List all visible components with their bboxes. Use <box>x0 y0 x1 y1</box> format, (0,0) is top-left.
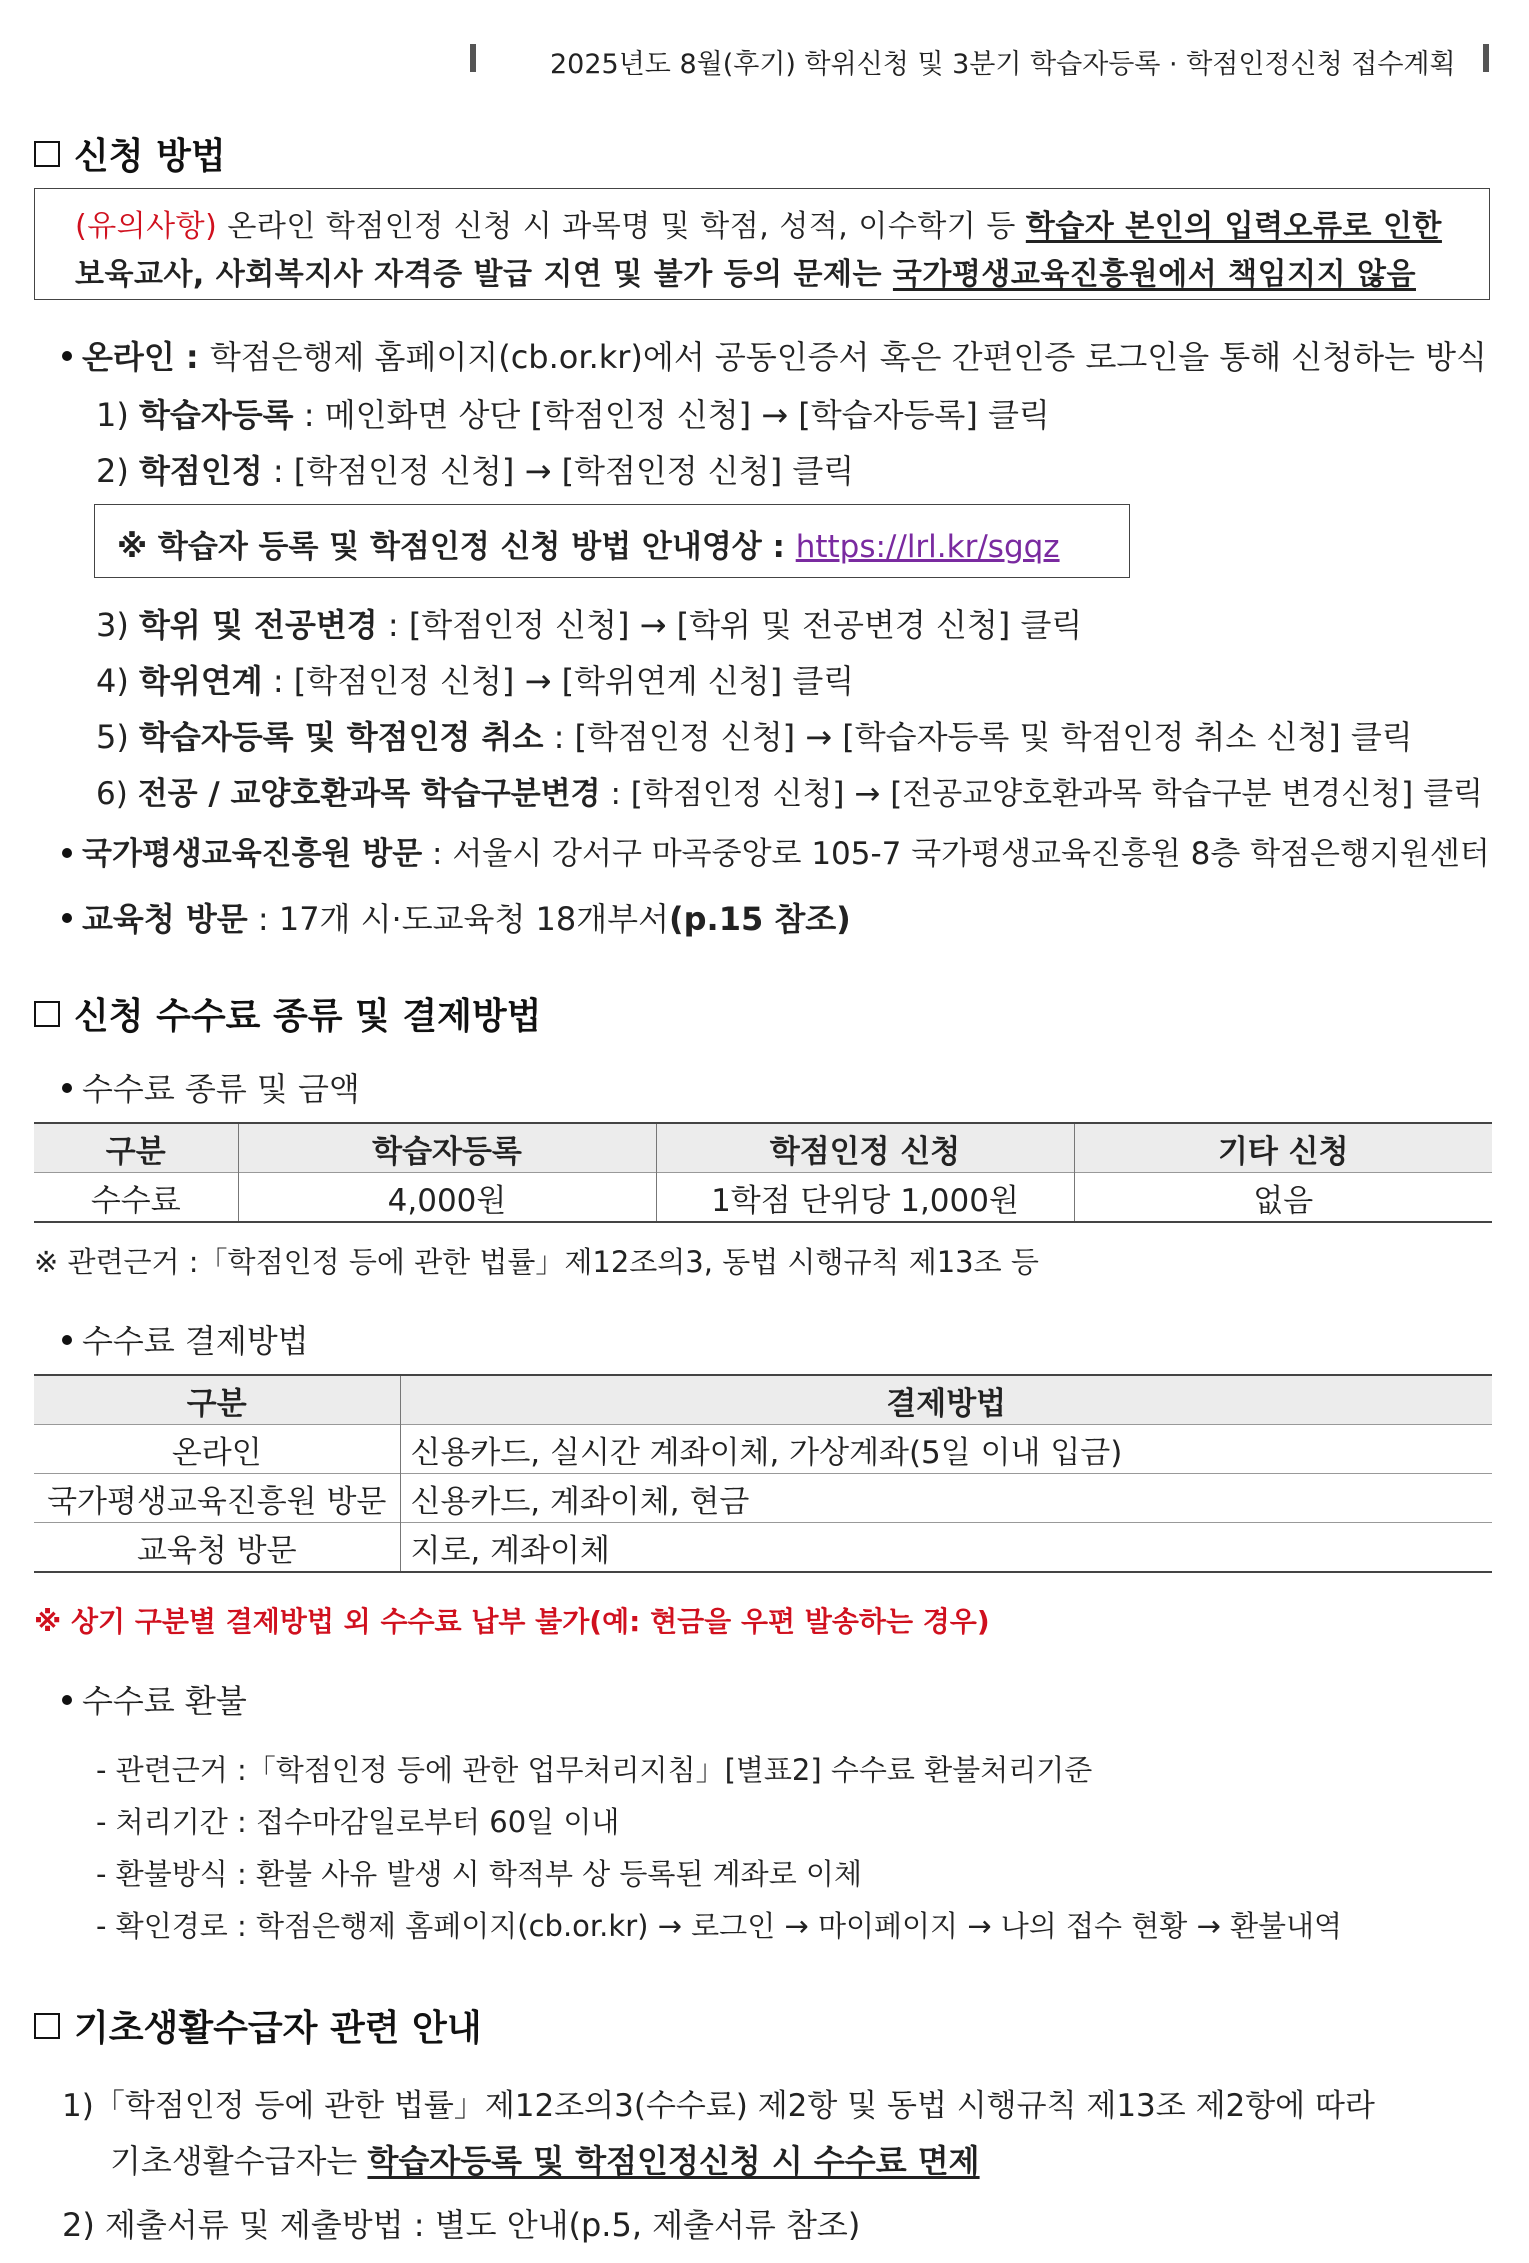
item-num: 3) <box>96 606 129 644</box>
visit-edu-ref: (p.15 참조) <box>669 900 851 938</box>
section-heading-recipient <box>34 2000 482 2051</box>
online-item-5 <box>96 712 1413 758</box>
section-heading-fee <box>34 988 541 1039</box>
table-cell: 4,000원 <box>238 1173 656 1223</box>
section-heading-text: 신청 방법 <box>74 136 226 177</box>
table-header-cell: 결제방법 <box>400 1375 1492 1425</box>
notice-tag: (유의사항) <box>75 209 218 244</box>
notice-emphasis-1: 학습자 본인의 입력오류로 인한 <box>1025 209 1442 244</box>
refund-item-4: - 확인경로 : 학점은행제 홈페이지(cb.or.kr) → 로그인 → 마이페이지 → 나의 접수 현황 → 환불내역 <box>96 1909 1343 1943</box>
item-num: 6) <box>96 776 128 812</box>
section-heading-method <box>34 128 226 179</box>
table-cell: 1학점 단위당 1,000원 <box>656 1173 1074 1223</box>
online-item-2 <box>96 446 854 492</box>
header-bar-left <box>470 44 476 72</box>
visit-nile-desc: : 서울시 강서구 마곡중앙로 105-7 국가평생교육진흥원 8층 학점은행지원센터 <box>422 836 1490 872</box>
recipient-item-2: 2) 제출서류 및 제출방법 : 별도 안내(p.5, 제출서류 참조) <box>62 2206 861 2244</box>
bullet-dot-icon <box>62 1083 72 1093</box>
item-desc: : 메인화면 상단 [학점인정 신청] → [학습자등록] 클릭 <box>293 396 1050 434</box>
bullet-dot-icon <box>62 351 72 361</box>
refund-bullet <box>62 1676 247 1722</box>
bullet-dot-icon <box>62 1335 72 1345</box>
notice-text: 온라인 학점인정 신청 시 과목명 및 학점, 성적, 이수학기 등 <box>217 209 1026 244</box>
item-title: 전공 / 교양호환과목 학습구분변경 <box>137 776 601 812</box>
table-row <box>34 1474 1492 1523</box>
fee-types-table <box>34 1122 1492 1223</box>
notice-line-2 <box>75 249 1416 293</box>
item-title: 학습자등록 <box>139 396 294 434</box>
payment-warning: ※ 상기 구분별 결제방법 외 수수료 납부 불가(예: 현금을 우편 발송하는 경우) <box>34 1605 990 1638</box>
table-cell: 수수료 <box>34 1173 238 1223</box>
refund-item-2: - 처리기간 : 접수마감일로부터 60일 이내 <box>96 1805 620 1839</box>
table-header-cell: 학점인정 신청 <box>656 1123 1074 1173</box>
bullet-dot-icon <box>62 1695 72 1705</box>
payment-label: 수수료 결제방법 <box>82 1322 309 1360</box>
item-title: 학위연계 <box>139 662 263 700</box>
payment-bullet <box>62 1316 309 1362</box>
table-cell: 신용카드, 실시간 계좌이체, 가상계좌(5일 이내 입금) <box>400 1425 1492 1474</box>
table-row <box>34 1523 1492 1573</box>
table-cell: 신용카드, 계좌이체, 현금 <box>400 1474 1492 1523</box>
checkbox-square-icon <box>34 2013 60 2039</box>
table-cell: 온라인 <box>34 1425 400 1474</box>
visit-nile-bullet <box>62 828 1490 873</box>
online-bullet <box>62 332 1487 378</box>
table-header-cell: 학습자등록 <box>238 1123 656 1173</box>
guide-video-link[interactable]: https://lrl.kr/sgqz <box>795 529 1060 565</box>
item-desc: : [학점인정 신청] → [전공교양호환과목 학습구분 변경신청] 클릭 <box>600 776 1483 812</box>
header-bar-right <box>1483 44 1489 72</box>
recipient-prefix: 기초생활수급자는 <box>110 2142 368 2180</box>
table-header-row <box>34 1375 1492 1425</box>
section-heading-text: 신청 수수료 종류 및 결제방법 <box>74 996 542 1037</box>
table-header-cell: 기타 신청 <box>1074 1123 1492 1173</box>
visit-edu-label: 교육청 방문 <box>82 900 248 938</box>
recipient-emphasis: 학습자등록 및 학점인정신청 시 수수료 면제 <box>367 2142 980 2180</box>
notice-emphasis-3: 국가평생교육진흥원에서 책임지지 않음 <box>892 257 1416 292</box>
refund-label: 수수료 환불 <box>82 1682 247 1720</box>
header-title: 2025년도 8월(후기) 학위신청 및 3분기 학습자등록 · 학점인정신청 접수계획 <box>550 49 1456 80</box>
online-sep: : <box>174 338 210 376</box>
table-row <box>34 1425 1492 1474</box>
visit-nile-label: 국가평생교육진흥원 방문 <box>82 836 423 872</box>
fee-types-bullet <box>62 1064 360 1110</box>
recipient-item-1-line-1: 1)「학점인정 등에 관한 법률」제12조의3(수수료) 제2항 및 동법 시행규칙 제13조 제2항에 따라 <box>62 2088 1375 2124</box>
item-desc: : [학점인정 신청] → [학점인정 신청] 클릭 <box>262 452 855 490</box>
table-header-row <box>34 1123 1492 1173</box>
table-cell: 국가평생교육진흥원 방문 <box>34 1474 400 1523</box>
table-cell: 지로, 계좌이체 <box>400 1523 1492 1573</box>
item-desc: : [학점인정 신청] → [학습자등록 및 학점인정 취소 신청] 클릭 <box>543 718 1413 756</box>
notice-box <box>34 188 1490 300</box>
online-item-4 <box>96 656 854 702</box>
table-cell: 교육청 방문 <box>34 1523 400 1573</box>
notice-emphasis-2: 보육교사, 사회복지사 자격증 발급 지연 및 불가 등의 문제는 <box>75 257 893 292</box>
online-item-1 <box>96 390 1050 436</box>
table-cell: 없음 <box>1074 1173 1492 1223</box>
refund-item-3: - 환불방식 : 환불 사유 발생 시 학적부 상 등록된 계좌로 이체 <box>96 1857 862 1891</box>
item-desc: : [학점인정 신청] → [학위연계 신청] 클릭 <box>262 662 855 700</box>
table-header-cell: 구분 <box>34 1375 400 1425</box>
item-num: 5) <box>96 718 129 756</box>
visit-edu-desc: : 17개 시·도교육청 18개부서 <box>247 900 669 938</box>
item-num: 4) <box>96 662 129 700</box>
item-title: 학점인정 <box>139 452 263 490</box>
item-desc: : [학점인정 신청] → [학위 및 전공변경 신청] 클릭 <box>377 606 1083 644</box>
online-label: 온라인 <box>82 338 175 376</box>
checkbox-square-icon <box>34 1001 60 1027</box>
guide-video-text: ※ 학습자 등록 및 학점인정 신청 방법 안내영상 : <box>117 529 796 565</box>
item-num: 1) <box>96 396 129 434</box>
table-row <box>34 1173 1492 1223</box>
online-item-3 <box>96 600 1082 646</box>
bullet-dot-icon <box>62 913 72 923</box>
refund-item-1: - 관련근거 :「학점인정 등에 관한 업무처리지침」[별표2] 수수료 환불처리기준 <box>96 1753 1093 1787</box>
notice-line-1 <box>75 201 1442 245</box>
bullet-dot-icon <box>62 848 72 858</box>
online-item-6 <box>96 768 1483 813</box>
table-header-cell: 구분 <box>34 1123 238 1173</box>
item-num: 2) <box>96 452 129 490</box>
section-heading-text: 기초생활수급자 관련 안내 <box>74 2008 482 2049</box>
payment-table <box>34 1374 1492 1573</box>
checkbox-square-icon <box>34 141 60 167</box>
guide-video-box <box>94 504 1130 578</box>
fee-legal-note: ※ 관련근거 :「학점인정 등에 관한 법률」제12조의3, 동법 시행규칙 제13조 등 <box>34 1245 1039 1279</box>
recipient-item-1-line-2 <box>110 2136 980 2182</box>
online-desc: 학점은행제 홈페이지(cb.or.kr)에서 공동인증서 혹은 간편인증 로그인을 통해 신청하는 방식 <box>209 338 1487 376</box>
item-title: 학습자등록 및 학점인정 취소 <box>139 718 544 756</box>
fee-types-label: 수수료 종류 및 금액 <box>82 1070 360 1108</box>
visit-edu-bullet <box>62 894 851 940</box>
page-header <box>470 40 1500 80</box>
guide-video-line <box>117 521 1060 566</box>
item-title: 학위 및 전공변경 <box>139 606 378 644</box>
